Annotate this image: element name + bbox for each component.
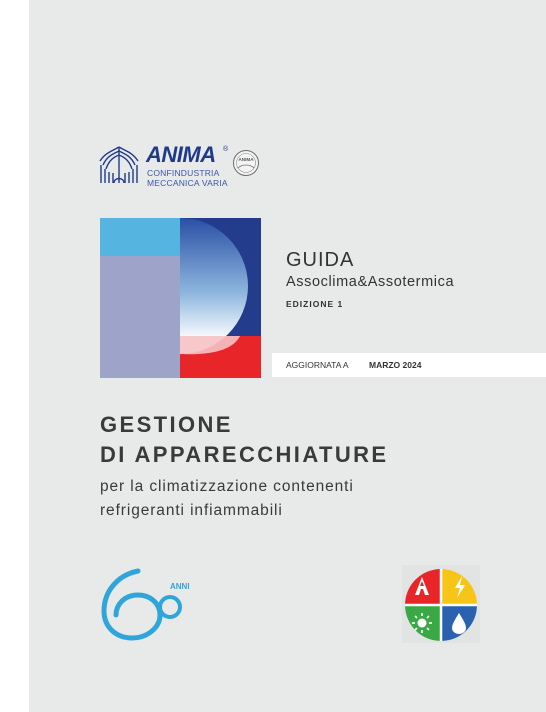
- anima-seal-icon: [232, 149, 260, 177]
- anniversary-label: ANNI: [170, 582, 190, 591]
- main-title-line-1: GESTIONE: [100, 412, 233, 437]
- anima-subline-1: CONFINDUSTRIA: [147, 168, 220, 178]
- registered-mark: ®: [223, 146, 229, 153]
- guide-subtitle: Assoclima&Assotermica: [286, 274, 455, 290]
- anima-subline-2: MECCANICA VARIA: [147, 178, 228, 188]
- safety-emblem: [402, 565, 480, 643]
- subtitle-line-1: per la climatizzazione contenenti: [100, 478, 354, 495]
- guide-title: GUIDA: [286, 249, 355, 271]
- edition-label: EDIZIONE 1: [286, 299, 344, 309]
- anima-brand: ANIMA: [146, 142, 216, 167]
- updated-prefix: AGGIORNATA A: [286, 360, 349, 370]
- main-title-line-2: DI APPARECCHIATURE: [100, 442, 389, 467]
- anima-logo: [97, 143, 267, 189]
- subtitle-line-2: refrigeranti infiammabili: [100, 502, 283, 519]
- sun-icon: [412, 613, 432, 633]
- updated-banner: [272, 353, 546, 377]
- anima-emblem-icon: [97, 143, 141, 187]
- cover-graphic: [100, 218, 261, 378]
- updated-date: MARZO 2024: [369, 360, 422, 370]
- seal-label: ANIMA: [238, 157, 254, 162]
- sixty-years-logo: [100, 567, 190, 642]
